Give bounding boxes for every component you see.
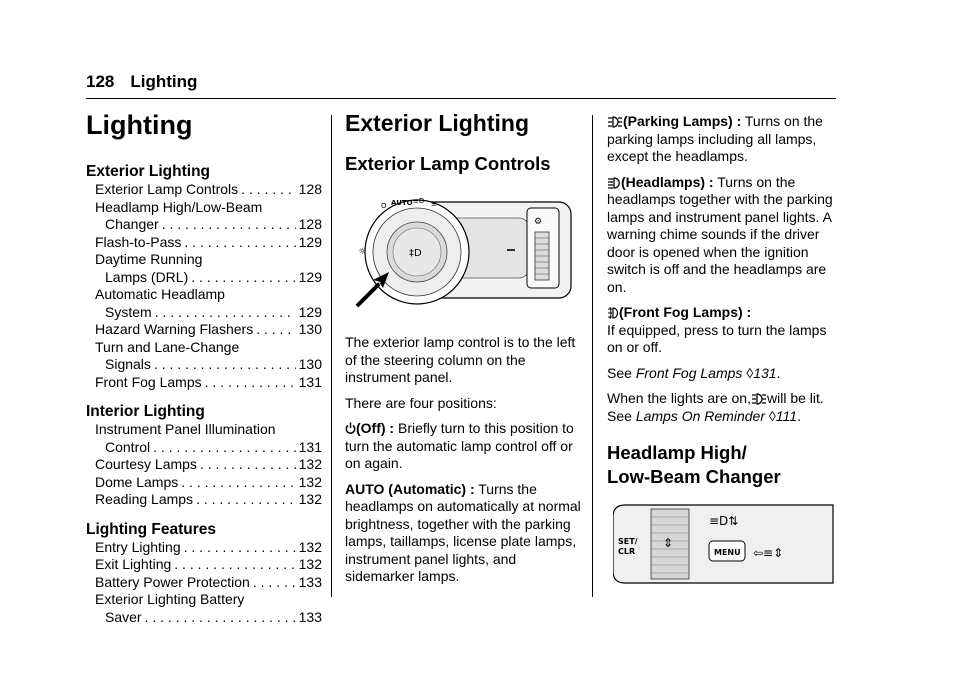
- toc-entry-text: Exterior Lighting Battery: [95, 591, 245, 607]
- header-rule: [86, 98, 836, 99]
- svg-text:⇦≡⇕: ⇦≡⇕: [753, 546, 784, 560]
- toc-entry[interactable]: [86, 199, 322, 234]
- svg-text:≡D⇅: ≡D⇅: [709, 514, 739, 528]
- fog-description: [607, 304, 843, 357]
- changer-heading: [607, 441, 843, 489]
- toc-leader-dots: [145, 609, 296, 627]
- toc-leader-dots: [155, 304, 296, 322]
- svg-text:‡D: ‡D: [409, 248, 422, 259]
- toc-entry-text: Courtesy Lamps: [95, 456, 197, 472]
- lamps-on-reminder-page[interactable]: 111: [775, 407, 798, 424]
- section-heading: Exterior Lighting: [345, 110, 529, 136]
- section-title: Lighting: [130, 72, 198, 91]
- svg-text:≡: ≡: [431, 200, 437, 208]
- headlamps-label: (Headlamps) :: [621, 173, 714, 190]
- page-header: [86, 72, 197, 92]
- toc-page-number: 132: [298, 473, 322, 490]
- toc-page-number: 128: [298, 216, 322, 232]
- toc-entry-line: [95, 556, 322, 574]
- toc-leader-dots: [200, 456, 296, 474]
- toc-group-heading: Exterior Lighting: [86, 163, 210, 180]
- toc-page-number: 129: [298, 233, 322, 250]
- toc-leader-dots: [191, 269, 295, 287]
- intro-text: The exterior lamp control is to the left of the steering column on the instrument panel.: [345, 334, 576, 385]
- parking-lamps-icon: [607, 116, 623, 128]
- toc-entry[interactable]: [86, 374, 322, 392]
- toc-entry[interactable]: [86, 181, 322, 199]
- toc-entry-text: Changer: [105, 216, 159, 232]
- toc-entry-line: [95, 439, 322, 457]
- parking-text: Turns on the parking lamps including all lamps, except the headlamps.: [607, 113, 823, 164]
- toc-page-number: 128: [298, 181, 322, 197]
- see-fog-prefix: See: [607, 364, 632, 381]
- toc-entry-line: [95, 374, 322, 392]
- toc-entry-line: [95, 456, 322, 474]
- toc-page-number: 132: [298, 556, 322, 572]
- changer-heading-line-2: Low-Beam Changer: [607, 466, 781, 487]
- toc-entry-line: [95, 304, 322, 322]
- toc-title: Lighting: [86, 110, 193, 140]
- toc-entry-text: Daytime Running: [95, 251, 203, 267]
- content-column-2: [345, 108, 583, 594]
- headlamps-icon: [607, 177, 621, 189]
- toc-entry[interactable]: [86, 321, 322, 339]
- toc-entry-line: [95, 321, 322, 339]
- toc-leader-dots: [241, 181, 295, 199]
- power-off-icon: [345, 422, 356, 435]
- page-ref-glyph-2: ◊: [768, 407, 776, 424]
- high-low-beam-figure: [613, 501, 835, 587]
- toc-group-heading: Interior Lighting: [86, 403, 205, 420]
- positions-intro: There are four positions:: [345, 394, 497, 411]
- toc-entry-line: [95, 269, 322, 287]
- toc-entry-text: Flash-to-Pass: [95, 233, 182, 250]
- lamps-on-reminder-link[interactable]: Lamps On Reminder: [635, 407, 765, 424]
- toc-column: [86, 108, 322, 626]
- page-ref-glyph: ◊: [746, 364, 754, 381]
- toc-page-number: 130: [298, 321, 322, 337]
- toc-entry-text: Saver: [105, 608, 142, 625]
- toc-entry-line: [95, 609, 322, 627]
- toc-entry-text: Reading Lamps: [95, 491, 194, 507]
- toc-leader-dots: [154, 356, 296, 374]
- toc-group-heading: Lighting Features: [86, 520, 217, 538]
- toc-entry[interactable]: [86, 474, 322, 492]
- toc-entry-text: Front Fog Lamps: [95, 373, 202, 390]
- toc-page-number: 132: [298, 456, 322, 472]
- toc-page-number: 133: [298, 573, 322, 590]
- toc-page-number: 131: [298, 373, 322, 390]
- toc-entry-text: Battery Power Protection: [95, 573, 250, 590]
- toc-entry[interactable]: [86, 556, 322, 574]
- toc-list: [86, 421, 322, 509]
- toc-entry-text: Lamps (DRL): [105, 268, 189, 285]
- toc-entry-text: Instrument Panel Illumination: [95, 421, 276, 437]
- toc-leader-dots: [153, 439, 296, 457]
- parking-label: (Parking Lamps) :: [623, 113, 742, 129]
- toc-entry-text: Dome Lamps: [95, 473, 179, 490]
- toc-leader-dots: [184, 539, 296, 557]
- off-text: Briefly turn to this position to turn the automatic lamp control off or on again.: [345, 420, 574, 471]
- toc-entry[interactable]: [86, 574, 322, 592]
- toc-list: [86, 181, 322, 391]
- fog-lamps-page[interactable]: 131: [753, 364, 777, 381]
- toc-entry-line: [95, 474, 322, 492]
- figure-label-auto: AUTO: [391, 199, 413, 207]
- toc-page-number: 132: [298, 491, 322, 507]
- toc-entry[interactable]: [86, 251, 322, 286]
- toc-leader-dots: [184, 234, 295, 252]
- toc-entry-line: [95, 234, 322, 252]
- parking-lamps-icon-inline: [751, 393, 767, 405]
- toc-page-number: 133: [298, 608, 322, 625]
- toc-page-number: 132: [298, 538, 322, 555]
- auto-label: AUTO (Automatic) :: [345, 480, 475, 497]
- toc-entry-line: [95, 539, 322, 557]
- toc-entry-text: System: [105, 303, 152, 320]
- auto-description: [345, 481, 583, 586]
- figure-label-clr: CLR: [618, 547, 636, 556]
- toc-entry-line: [95, 216, 322, 234]
- toc-entry-text: Automatic Headlamp: [95, 286, 225, 302]
- svg-text:≡D: ≡D: [413, 197, 425, 205]
- toc-entry-text: Exterior Lamp Controls: [95, 181, 239, 197]
- toc-page-number: 130: [298, 356, 322, 372]
- svg-text:⚙: ⚙: [534, 217, 543, 227]
- svg-text:O: O: [381, 202, 387, 210]
- toc-entry[interactable]: [86, 456, 322, 474]
- toc-entry[interactable]: [86, 339, 322, 374]
- toc-entry-text: Turn and Lane-Change: [95, 338, 240, 355]
- lit-mid: will be lit. See: [607, 390, 824, 424]
- changer-heading-line-1: Headlamp High/: [607, 442, 747, 463]
- toc-entry-line: [95, 491, 322, 509]
- toc-entry[interactable]: [86, 234, 322, 252]
- toc-leader-dots: [205, 374, 296, 392]
- toc-entry[interactable]: [86, 591, 322, 626]
- toc-entry-line: [95, 356, 322, 374]
- toc-entry-text: Entry Lighting: [95, 538, 181, 555]
- toc-list: [86, 539, 322, 627]
- auto-text: Turns the headlamps on automatically at normal brightness, together with the parking lamps, taillamps, license plate lamps, instrument panel lights, and sidemarker lamps.: [345, 480, 581, 584]
- off-label: (Off) :: [356, 420, 395, 436]
- front-fog-lamps-icon: [607, 307, 619, 319]
- toc-entry-text: Control: [105, 438, 151, 455]
- column-divider-1: [331, 115, 332, 597]
- toc-entry[interactable]: [86, 491, 322, 509]
- toc-entry-text: Headlamp High/Low-Beam: [95, 198, 263, 215]
- toc-page-number: 129: [298, 268, 322, 285]
- svg-text:☼: ☼: [358, 247, 367, 257]
- figure-label-menu: MENU: [714, 548, 741, 557]
- column-divider-2: [592, 115, 593, 597]
- see-fog-reference: See Front Fog Lamps ◊131.: [607, 364, 781, 381]
- lamp-control-figure: [353, 194, 575, 312]
- toc-leader-dots: [196, 491, 296, 509]
- toc-entry-line: [95, 181, 322, 199]
- svg-text:⇕: ⇕: [663, 536, 674, 550]
- lit-reference: When the lights are on, will be lit. See Lamps On Reminder ◊111.: [607, 390, 824, 424]
- content-column-3: [607, 113, 843, 587]
- fog-text: If equipped, press to turn the lamps on or off.: [607, 321, 827, 355]
- toc-groups: [86, 162, 322, 626]
- toc-leader-dots: [174, 556, 295, 574]
- figure-label-set: SET/: [618, 537, 638, 546]
- fog-lamps-link[interactable]: Front Fog Lamps: [635, 364, 743, 381]
- toc-entry-line: [95, 574, 322, 592]
- fog-label: (Front Fog Lamps) :: [619, 304, 752, 320]
- toc-leader-dots: [253, 574, 296, 592]
- toc-entry-text: Exit Lighting: [95, 556, 172, 572]
- page-number: 128: [86, 72, 115, 91]
- toc-entry[interactable]: [86, 421, 322, 456]
- toc-entry[interactable]: [86, 539, 322, 557]
- toc-entry-text: Signals: [105, 356, 151, 372]
- lit-prefix: When the lights are on,: [607, 390, 751, 406]
- toc-page-number: 131: [298, 438, 322, 455]
- toc-page-number: 129: [298, 303, 322, 320]
- toc-entry-text: Hazard Warning Flashers: [95, 321, 254, 337]
- toc-leader-dots: [162, 216, 296, 234]
- toc-leader-dots: [256, 321, 295, 339]
- subsection-heading: Exterior Lamp Controls: [345, 153, 551, 174]
- toc-leader-dots: [181, 474, 295, 492]
- headlamps-description: [607, 174, 843, 297]
- toc-entry[interactable]: [86, 286, 322, 321]
- off-description: [345, 420, 583, 473]
- parking-description: [607, 113, 843, 166]
- headlamps-text: Turns on the headlamps together with the parking lamps and instrument panel lights. A warning chime sounds if the driver door is opened when the ignition switch is off and the headlamps are on.: [607, 173, 833, 295]
